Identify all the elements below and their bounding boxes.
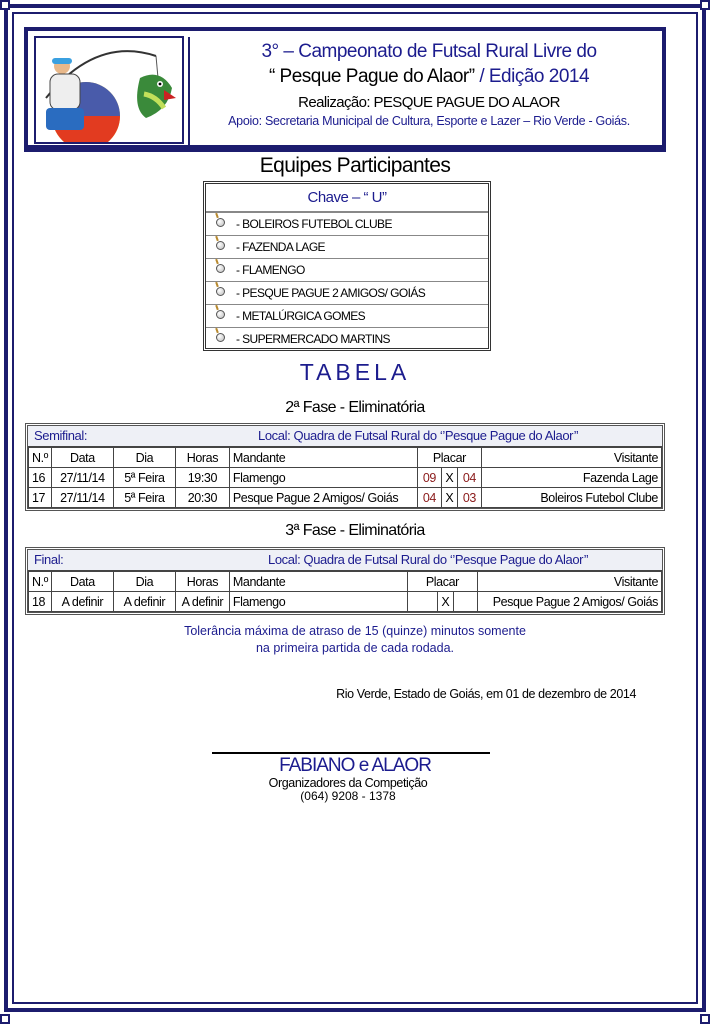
game-date: 27/11/14 [51, 468, 113, 488]
table-header-row [29, 572, 662, 592]
semifinal-table [25, 423, 665, 511]
phase2-title: 2ª Fase - Eliminatória [285, 399, 425, 416]
ball-icon [216, 241, 225, 250]
team-row [206, 305, 488, 328]
venue-label: Local: Quadra de Futsal Rural do ‘’Pesque Pague do Alaor’’ [268, 552, 589, 567]
game-number: 18 [29, 592, 52, 612]
signature-role: Organizadores da Competição [268, 776, 428, 790]
championship-subtitle [190, 66, 668, 88]
tolerance-note [0, 623, 710, 657]
team-name: - SUPERMERCADO MARTINS [236, 332, 390, 346]
col-day: Dia [113, 448, 175, 468]
ball-icon [216, 287, 225, 296]
away-team: Boleiros Futebol Clube [481, 488, 661, 508]
group-title: Chave – “ U” [206, 184, 488, 213]
col-date: Data [51, 572, 113, 592]
corner-ornament [700, 0, 710, 10]
home-team: Flamengo [229, 592, 407, 612]
teams-section-title: Equipes Participantes [259, 154, 451, 177]
game-number: 16 [29, 468, 52, 488]
team-name: - FAZENDA LAGE [236, 240, 325, 254]
games-table [28, 447, 662, 508]
col-score: Placar [407, 572, 477, 592]
tolerance-line-1: Tolerância máxima de atraso de 15 (quinze) minutos somente [184, 624, 526, 638]
home-score: 09 [417, 468, 441, 488]
final-header [28, 550, 662, 571]
col-day: Dia [113, 572, 175, 592]
table-row [29, 592, 662, 612]
team-row [206, 213, 488, 236]
tolerance-line-2: na primeira partida de cada rodada. [255, 641, 455, 655]
logo-fisherman-fish [34, 36, 184, 144]
team-name: - PESQUE PAGUE 2 AMIGOS/ GOIÁS [236, 286, 426, 300]
away-score: 03 [457, 488, 481, 508]
col-away: Visitante [477, 572, 661, 592]
signature-phone: (064) 9208 - 1378 [300, 789, 396, 803]
score-separator: X [441, 488, 457, 508]
game-number: 17 [29, 488, 52, 508]
game-day: 5ª Feira [113, 488, 175, 508]
championship-title: 3° – Campeonato de Futsal Rural Livre do [261, 41, 597, 62]
team-row [206, 282, 488, 305]
venue-name: “ Pesque Pague do Alaor” [268, 66, 475, 87]
home-team: Pesque Pague 2 Amigos/ Goiás [229, 488, 417, 508]
col-home: Mandante [229, 572, 407, 592]
col-date: Data [51, 448, 113, 468]
place-date: Rio Verde, Estado de Goiás, em 01 de dezembro de 2014 [336, 687, 636, 701]
support-label: Apoio: [228, 114, 262, 128]
header-box [24, 27, 666, 152]
away-team: Pesque Pague 2 Amigos/ Goiás [477, 592, 661, 612]
table-row [29, 488, 662, 508]
edition-label: / Edição 2014 [474, 66, 590, 87]
ball-icon [216, 218, 225, 227]
games-table [28, 571, 662, 612]
col-score: Placar [417, 448, 481, 468]
ball-icon [216, 333, 225, 342]
game-date: 27/11/14 [51, 488, 113, 508]
away-score [453, 592, 477, 612]
home-score [407, 592, 437, 612]
corner-ornament [0, 0, 10, 10]
game-time: 19:30 [175, 468, 229, 488]
ball-icon [216, 264, 225, 273]
team-row [206, 328, 488, 350]
logo-image [36, 38, 182, 142]
col-time: Horas [175, 448, 229, 468]
score-separator: X [437, 592, 453, 612]
game-day: A definir [113, 592, 175, 612]
support-value: Secretaria Municipal de Cultura, Esporte e Lazer – Rio Verde - Goiás. [261, 114, 630, 128]
col-home: Mandante [229, 448, 417, 468]
team-name: - BOLEIROS FUTEBOL CLUBE [236, 217, 392, 231]
game-time: A definir [175, 592, 229, 612]
col-away: Visitante [481, 448, 661, 468]
corner-ornament [0, 1014, 10, 1024]
stage-label: Semifinal: [34, 428, 88, 443]
header-text-block [188, 37, 668, 145]
home-score: 04 [417, 488, 441, 508]
team-row [206, 236, 488, 259]
signature-name: FABIANO e ALAOR [279, 755, 431, 776]
group-table [203, 181, 491, 351]
corner-ornament [700, 1014, 710, 1024]
team-row [206, 259, 488, 282]
col-num: N.º [29, 448, 52, 468]
organizer-line: Realização: PESQUE PAGUE DO ALAOR [298, 94, 560, 111]
venue-label: Local: Quadra de Futsal Rural do ‘’Pesque Pague do Alaor’’ [258, 428, 579, 443]
phase3-title: 3ª Fase - Eliminatória [285, 522, 425, 539]
col-num: N.º [29, 572, 52, 592]
semifinal-header [28, 426, 662, 447]
game-time: 20:30 [175, 488, 229, 508]
game-date: A definir [51, 592, 113, 612]
home-team: Flamengo [229, 468, 417, 488]
header-divider [26, 145, 666, 151]
away-team: Fazenda Lage [481, 468, 661, 488]
score-separator: X [441, 468, 457, 488]
game-day: 5ª Feira [113, 468, 175, 488]
col-time: Horas [175, 572, 229, 592]
table-header-row [29, 448, 662, 468]
stage-label: Final: [34, 552, 64, 567]
table-row [29, 468, 662, 488]
away-score: 04 [457, 468, 481, 488]
ball-icon [216, 310, 225, 319]
signature-line [212, 752, 490, 754]
final-table [25, 547, 665, 615]
schedule-title: TABELA [299, 359, 411, 385]
team-name: - FLAMENGO [236, 263, 305, 277]
team-name: - METALÚRGICA GOMES [236, 309, 366, 323]
support-line [190, 114, 668, 128]
